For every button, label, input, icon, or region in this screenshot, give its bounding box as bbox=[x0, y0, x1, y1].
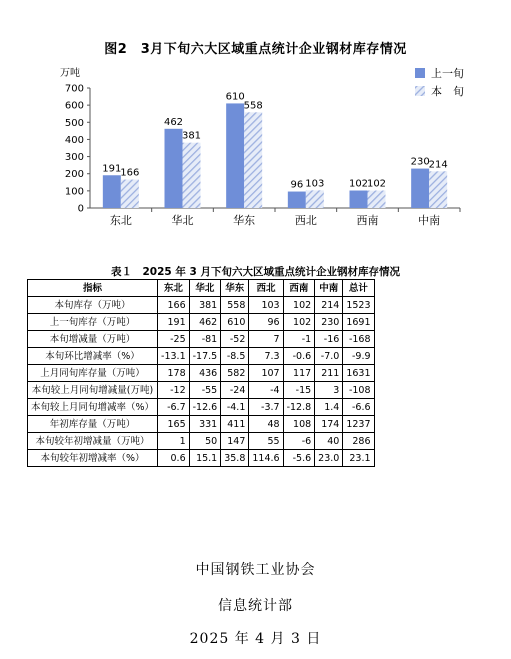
legend-swatch bbox=[415, 68, 425, 78]
table-header-cell: 华东 bbox=[221, 280, 249, 297]
value-cell: 102 bbox=[283, 297, 315, 314]
data-label: 230 bbox=[410, 156, 430, 168]
value-cell: -168 bbox=[343, 331, 374, 348]
x-category-label: 西北 bbox=[294, 214, 317, 227]
value-cell: -81 bbox=[189, 331, 221, 348]
bar-previous bbox=[350, 191, 368, 208]
value-cell: 35.8 bbox=[221, 450, 249, 467]
value-cell: 331 bbox=[189, 416, 221, 433]
y-tick-label: 300 bbox=[64, 152, 84, 164]
table-header-cell: 指标 bbox=[28, 280, 158, 297]
value-cell: 381 bbox=[189, 297, 221, 314]
bar-previous bbox=[103, 175, 121, 208]
value-cell: 436 bbox=[189, 365, 221, 382]
value-cell: 102 bbox=[283, 314, 315, 331]
x-category-label: 中南 bbox=[418, 214, 441, 227]
table-row bbox=[28, 297, 375, 314]
value-cell: -12.8 bbox=[283, 399, 315, 416]
value-cell: 1691 bbox=[343, 314, 374, 331]
data-label: 102 bbox=[366, 178, 387, 190]
value-cell: 55 bbox=[249, 433, 283, 450]
x-category-label: 华东 bbox=[233, 214, 256, 227]
value-cell: -9.9 bbox=[343, 348, 374, 365]
table-row bbox=[28, 433, 375, 450]
value-cell: 1631 bbox=[343, 365, 374, 382]
value-cell: -6.6 bbox=[343, 399, 374, 416]
table-header-cell: 东北 bbox=[158, 280, 190, 297]
value-cell: 117 bbox=[283, 365, 315, 382]
table-row bbox=[28, 382, 375, 399]
value-cell: -4 bbox=[249, 382, 283, 399]
value-cell: 23.1 bbox=[343, 450, 374, 467]
value-cell: 15.1 bbox=[189, 450, 221, 467]
value-cell: -13.1 bbox=[158, 348, 190, 365]
table-row bbox=[28, 450, 375, 467]
data-label: 191 bbox=[102, 163, 122, 175]
bar-current bbox=[306, 190, 324, 208]
value-cell: -1 bbox=[283, 331, 315, 348]
value-cell: -8.5 bbox=[221, 348, 249, 365]
signature-dept: 信息统计部 bbox=[218, 598, 293, 614]
value-cell: 114.6 bbox=[249, 450, 283, 467]
value-cell: -12 bbox=[158, 382, 190, 399]
data-label: 102 bbox=[348, 178, 369, 190]
value-cell: 462 bbox=[189, 314, 221, 331]
value-cell: 3 bbox=[315, 382, 343, 399]
bar-previous bbox=[165, 129, 183, 208]
value-cell: -108 bbox=[343, 382, 374, 399]
legend-label: 本 旬 bbox=[431, 85, 464, 98]
value-cell: -7.0 bbox=[315, 348, 343, 365]
value-cell: 147 bbox=[221, 433, 249, 450]
value-cell: 166 bbox=[158, 297, 190, 314]
table-header-cell: 西南 bbox=[283, 280, 315, 297]
value-cell: -52 bbox=[221, 331, 249, 348]
legend-label: 上一旬 bbox=[431, 67, 464, 80]
table-title: 表１ 2025 年 3 月下旬六大区域重点统计企业钢材库存情况 bbox=[111, 266, 400, 278]
value-cell: -25 bbox=[158, 331, 190, 348]
value-cell: 1237 bbox=[343, 416, 374, 433]
data-label: 103 bbox=[305, 178, 325, 190]
data-label: 214 bbox=[428, 159, 448, 171]
table-row bbox=[28, 314, 375, 331]
value-cell: -5.6 bbox=[283, 450, 315, 467]
row-label-cell: 本旬较年初增减率（%） bbox=[28, 450, 158, 467]
value-cell: 286 bbox=[343, 433, 374, 450]
value-cell: 165 bbox=[158, 416, 190, 433]
value-cell: -0.6 bbox=[283, 348, 315, 365]
table-header-cell: 中南 bbox=[315, 280, 343, 297]
data-label: 462 bbox=[163, 116, 184, 128]
table-header-cell: 华北 bbox=[189, 280, 221, 297]
row-label-cell: 年初库存量（万吨） bbox=[28, 416, 158, 433]
row-label-cell: 本旬库存（万吨） bbox=[28, 297, 158, 314]
signature-org: 中国钢铁工业协会 bbox=[195, 562, 316, 578]
data-label: 166 bbox=[120, 167, 140, 179]
value-cell: 7 bbox=[249, 331, 283, 348]
bar-current bbox=[368, 191, 386, 208]
value-cell: 48 bbox=[249, 416, 283, 433]
table-row bbox=[28, 365, 375, 382]
legend-swatch bbox=[415, 86, 425, 96]
value-cell: -4.1 bbox=[221, 399, 249, 416]
value-cell: 108 bbox=[283, 416, 315, 433]
value-cell: 211 bbox=[315, 365, 343, 382]
figure-title: 图2 3月下旬六大区域重点统计企业钢材库存情况 bbox=[104, 42, 407, 57]
table-row bbox=[28, 331, 375, 348]
table-header-cell: 西北 bbox=[249, 280, 283, 297]
signature-date: 2025 年 4 月 3 日 bbox=[189, 631, 322, 647]
value-cell: -3.7 bbox=[249, 399, 283, 416]
table-row bbox=[28, 399, 375, 416]
table-header-row bbox=[28, 280, 375, 297]
data-label: 558 bbox=[243, 100, 263, 112]
value-cell: 558 bbox=[221, 297, 249, 314]
value-cell: 0.6 bbox=[158, 450, 190, 467]
y-tick-label: 400 bbox=[64, 134, 84, 146]
bar-current bbox=[244, 112, 262, 208]
value-cell: 1.4 bbox=[315, 399, 343, 416]
bar-current bbox=[429, 171, 447, 208]
value-cell: 411 bbox=[221, 416, 249, 433]
value-cell: 230 bbox=[315, 314, 343, 331]
bar-current bbox=[121, 180, 139, 208]
y-tick-label: 700 bbox=[64, 83, 84, 95]
y-tick-label: 500 bbox=[64, 117, 84, 129]
value-cell: 191 bbox=[158, 314, 190, 331]
value-cell: -24 bbox=[221, 382, 249, 399]
y-axis-label: 万吨 bbox=[60, 68, 80, 79]
value-cell: 23.0 bbox=[315, 450, 343, 467]
value-cell: 50 bbox=[189, 433, 221, 450]
row-label-cell: 本旬较上月同旬增减量(万吨) bbox=[28, 382, 158, 399]
row-label-cell: 本旬较上月同旬增减率（%） bbox=[28, 399, 158, 416]
value-cell: -17.5 bbox=[189, 348, 221, 365]
table-row bbox=[28, 416, 375, 433]
data-label: 381 bbox=[181, 130, 202, 142]
value-cell: -12.6 bbox=[189, 399, 221, 416]
inventory-table bbox=[27, 279, 375, 467]
value-cell: 7.3 bbox=[249, 348, 283, 365]
x-category-label: 西南 bbox=[356, 214, 379, 227]
value-cell: 96 bbox=[249, 314, 283, 331]
x-category-label: 东北 bbox=[109, 214, 132, 227]
value-cell: 1 bbox=[158, 433, 190, 450]
value-cell: 174 bbox=[315, 416, 343, 433]
y-tick-label: 600 bbox=[64, 100, 84, 112]
value-cell: 610 bbox=[221, 314, 249, 331]
y-tick-label: 100 bbox=[64, 186, 84, 198]
y-tick-label: 200 bbox=[64, 169, 84, 181]
bar-previous bbox=[288, 192, 306, 208]
x-category-label: 华北 bbox=[171, 214, 194, 227]
bar-previous bbox=[226, 103, 244, 208]
value-cell: 582 bbox=[221, 365, 249, 382]
row-label-cell: 本旬较年初增减量（万吨） bbox=[28, 433, 158, 450]
value-cell: 214 bbox=[315, 297, 343, 314]
value-cell: -55 bbox=[189, 382, 221, 399]
value-cell: 103 bbox=[249, 297, 283, 314]
value-cell: 1523 bbox=[343, 297, 374, 314]
bar-current bbox=[183, 143, 201, 208]
table-header-cell: 总计 bbox=[343, 280, 374, 297]
value-cell: 40 bbox=[315, 433, 343, 450]
row-label-cell: 本旬环比增减率（%） bbox=[28, 348, 158, 365]
y-tick-label: 0 bbox=[77, 203, 84, 215]
data-label: 610 bbox=[225, 91, 245, 103]
value-cell: -15 bbox=[283, 382, 315, 399]
data-label: 96 bbox=[290, 179, 304, 191]
value-cell: -6 bbox=[283, 433, 315, 450]
row-label-cell: 上一旬库存（万吨） bbox=[28, 314, 158, 331]
bar-chart bbox=[0, 60, 511, 240]
row-label-cell: 本旬增减量（万吨） bbox=[28, 331, 158, 348]
value-cell: -16 bbox=[315, 331, 343, 348]
value-cell: 178 bbox=[158, 365, 190, 382]
bar-previous bbox=[411, 169, 429, 208]
row-label-cell: 上月同旬库存量（万吨） bbox=[28, 365, 158, 382]
table-row bbox=[28, 348, 375, 365]
value-cell: 107 bbox=[249, 365, 283, 382]
value-cell: -6.7 bbox=[158, 399, 190, 416]
